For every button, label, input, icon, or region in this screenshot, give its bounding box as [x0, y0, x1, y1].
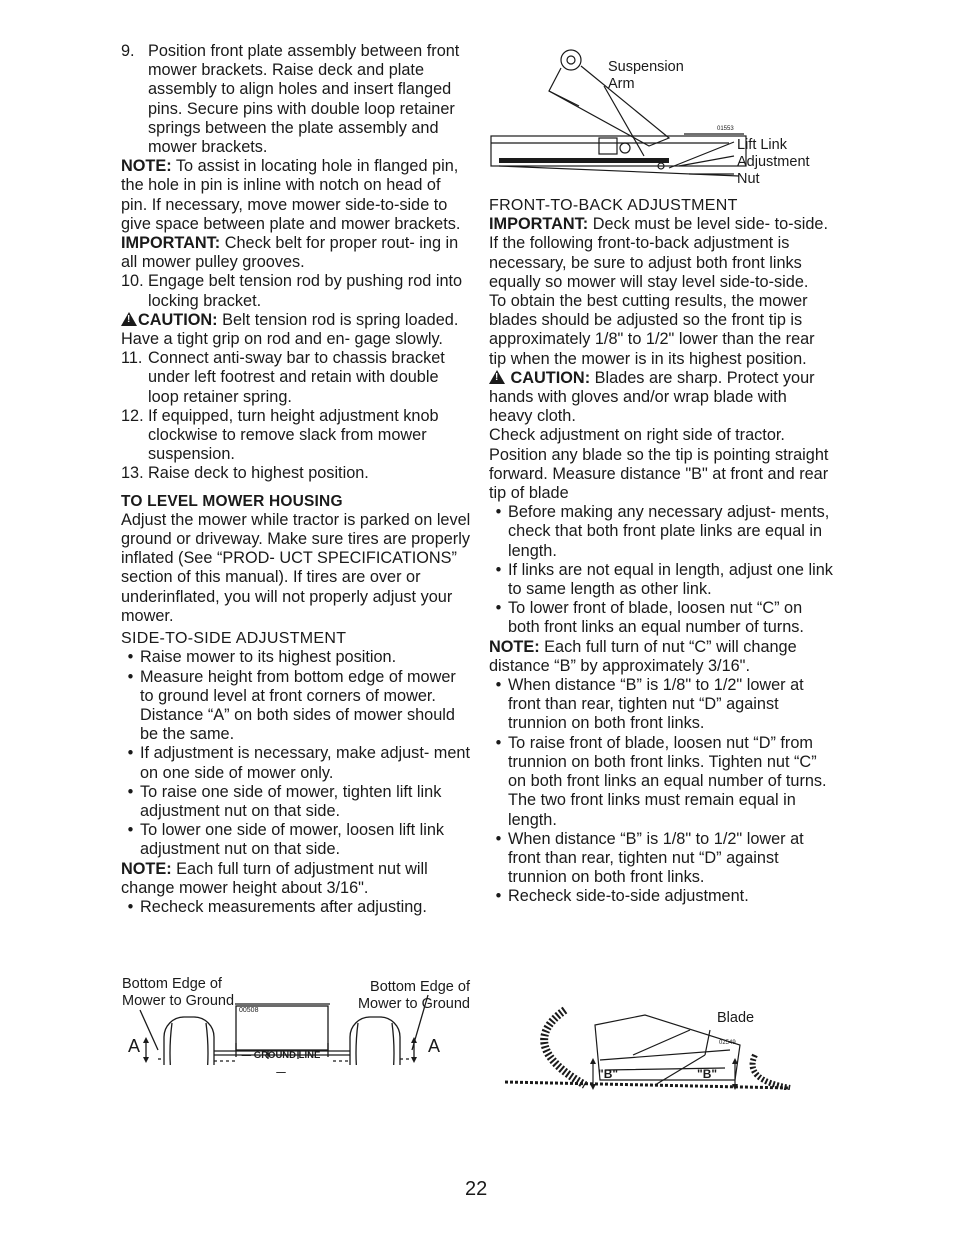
list-item: • If adjustment is necessary, make adjust- ment on one side of mower only. [121, 744, 471, 782]
bullet: • [495, 599, 502, 618]
label-adjustment: Adjustment [737, 154, 810, 170]
note-adjustment-nut [121, 860, 471, 898]
distance-b-front: "B" [598, 1067, 619, 1081]
important-label: IMPORTANT: [489, 215, 589, 234]
step-number: 9. [121, 42, 135, 60]
list-item: • When distance “B” is 1/8" to 1/2" lower at front than rear, tighten nut “D” against trunnion on both front links. [489, 676, 834, 734]
caution-label: CAUTION: [138, 310, 218, 329]
important-text: Check belt for proper rout- ing in all mower pulley grooves. [121, 234, 459, 272]
caution-belt-rod [121, 311, 471, 349]
subsection-heading: SIDE-TO-SIDE ADJUSTMENT [121, 630, 347, 648]
list-item: • Raise mower to its highest position. [121, 648, 471, 667]
step-9 [121, 42, 471, 157]
step-text: Connect anti-sway bar to chassis bracket under left footrest and retain with double loop retainer spring. [148, 349, 445, 406]
side-to-side-list [121, 648, 471, 859]
important-level [489, 215, 834, 292]
step-number: 13. [121, 464, 144, 483]
warning-icon [121, 312, 137, 326]
page-number: 22 [465, 1178, 488, 1200]
bullet: • [127, 782, 134, 801]
blade-figure [505, 1000, 795, 1090]
label-nut: Nut [737, 171, 760, 187]
step-11 [121, 349, 471, 407]
list-item: • Before making any necessary adjust- ments, check that both front plate links are equal in length. [489, 503, 834, 561]
caution-text: Belt tension rod is spring loaded. Have a tight grip on rod and en- gage slowly. [121, 310, 459, 349]
figure-code: 00508 [239, 1007, 259, 1014]
list-item: • Recheck side-to-side adjustment. [489, 887, 834, 906]
step-text: Raise deck to highest position. [148, 464, 369, 483]
note-text: To assist in locating hole in flanged pin, the hole in pin is inline with notch on head of pin. If necessary, move mower side-to-side to give space between plate and mower brackets. [121, 157, 461, 233]
list-item: • To raise front of blade, loosen nut “D” from trunnion on both front links. Tighten nut “C” on both front links an equal number of turns. The two front links must remain equal in length. [489, 734, 834, 830]
bullet: • [127, 897, 134, 916]
list-item: • To lower one side of mower, loosen lift link adjustment nut on that side. [121, 821, 471, 859]
note-nut-c [489, 638, 834, 676]
step-10 [121, 272, 471, 310]
step-13 [121, 464, 471, 483]
left-column [121, 42, 471, 917]
step-12 [121, 407, 471, 465]
bullet: • [127, 648, 134, 667]
figure-code: 02549 [719, 1040, 736, 1046]
label-blade: Blade [717, 1010, 755, 1026]
label-bottom-edge-right: Bottom Edge of Mower to Ground [357, 979, 470, 1012]
note-flanged-pin [121, 157, 471, 234]
warning-icon [489, 370, 505, 384]
step-number: 12. [121, 406, 144, 425]
front-to-back-list-2 [489, 676, 834, 906]
section-heading: FRONT-TO-BACK ADJUSTMENT [489, 197, 738, 214]
caution-text: Blades are sharp. Protect your hands with gloves and/or wrap blade with heavy cloth. [489, 368, 815, 426]
note-text: Each full turn of adjustment nut will change mower height about 3/16". [121, 859, 428, 897]
bullet: • [495, 887, 502, 906]
caution-blades [489, 369, 834, 427]
step-text: Position front plate assembly between front mower brackets. Raise deck and plate assembly to align holes and insert flanged pins. Secure pins with double loop retainer springs between the plate assembly and mower brackets. [148, 42, 460, 157]
important-text: Deck must be level side- to-side. If the following front-to-back adjustment is necessary, be sure to adjust both front links equally so mower will stay level side-to-side. [489, 215, 828, 291]
list-item: • Recheck measurements after adjusting. [121, 898, 471, 917]
cutting-results-text: To obtain the best cutting results, the mower blades should be adjusted so the front tip is approximately 1/8" to 1/2" lower than the rear tip when the mower is in its highest position. [489, 292, 815, 368]
distance-b-rear: "B" [697, 1067, 718, 1081]
bullet: • [127, 821, 134, 840]
important-belt [121, 234, 471, 272]
step-number: 10. [121, 272, 144, 291]
caution-label: CAUTION: [510, 368, 591, 387]
note-text: Each full turn of nut “C” will change distance “B” by approximately 3/16". [489, 637, 797, 675]
note-label: NOTE: [121, 859, 172, 878]
list-item: • To lower front of blade, loosen nut “C” on both front links an equal number of turns. [489, 599, 834, 637]
level-mower-text: Adjust the mower while tractor is parked on level ground or driveway. Make sure tires are properly inflated (See “PROD- UCT SPECIFICATIONS” section of this manual). If tires are over or underinflated, you will not properly adjust your mower. [121, 510, 471, 625]
note-label: NOTE: [121, 157, 172, 176]
section-heading: TO LEVEL MOWER HOUSING [121, 492, 343, 510]
list-item: • When distance “B” is 1/8" to 1/2" lower at front than rear, tighten nut “D” against trunnion on both front links. [489, 830, 834, 888]
label-bottom-edge-left: Bottom Edge of Mower to Ground [122, 976, 235, 1009]
step-text: Engage belt tension rod by pushing rod into locking bracket. [148, 272, 463, 310]
bullet: • [495, 503, 502, 522]
step-number: 11. [121, 349, 143, 368]
bullet: • [495, 560, 502, 579]
front-to-back-list [489, 503, 834, 637]
distance-a-left: A [128, 1036, 141, 1056]
bullet: • [495, 733, 502, 752]
bullet: • [495, 829, 502, 848]
note-label: NOTE: [489, 637, 540, 656]
suspension-figure [489, 46, 829, 191]
bullet: • [127, 744, 134, 763]
figure-code: 01553 [717, 126, 734, 132]
bullet: • [495, 676, 502, 695]
list-item: • If links are not equal in length, adjust one link to same length as other link. [489, 561, 834, 599]
label-suspension-arm: Suspension Arm [608, 59, 684, 92]
step-text: If equipped, turn height adjustment knob clockwise to remove slack from mower suspension. [148, 406, 439, 464]
right-column [489, 196, 834, 907]
mower-ground-figure [118, 975, 470, 1078]
list-item: • To raise one side of mower, tighten lift link adjustment nut on that side. [121, 783, 471, 821]
check-adjustment-text: Check adjustment on right side of tractor. Position any blade so the tip is pointing straight forward. Measure distance "B" at front and rear tip of blade [489, 426, 829, 503]
important-label: IMPORTANT: [121, 234, 221, 253]
bullet: • [127, 667, 134, 686]
distance-a-right: A [428, 1036, 441, 1056]
list-item: • Measure height from bottom edge of mower to ground level at front corners of mower. Distance “A” on both sides of mower should be the same. [121, 668, 471, 745]
ground-line-label: — GROUND LINE — [241, 1050, 321, 1078]
label-lift-link: Lift Link [737, 137, 787, 153]
